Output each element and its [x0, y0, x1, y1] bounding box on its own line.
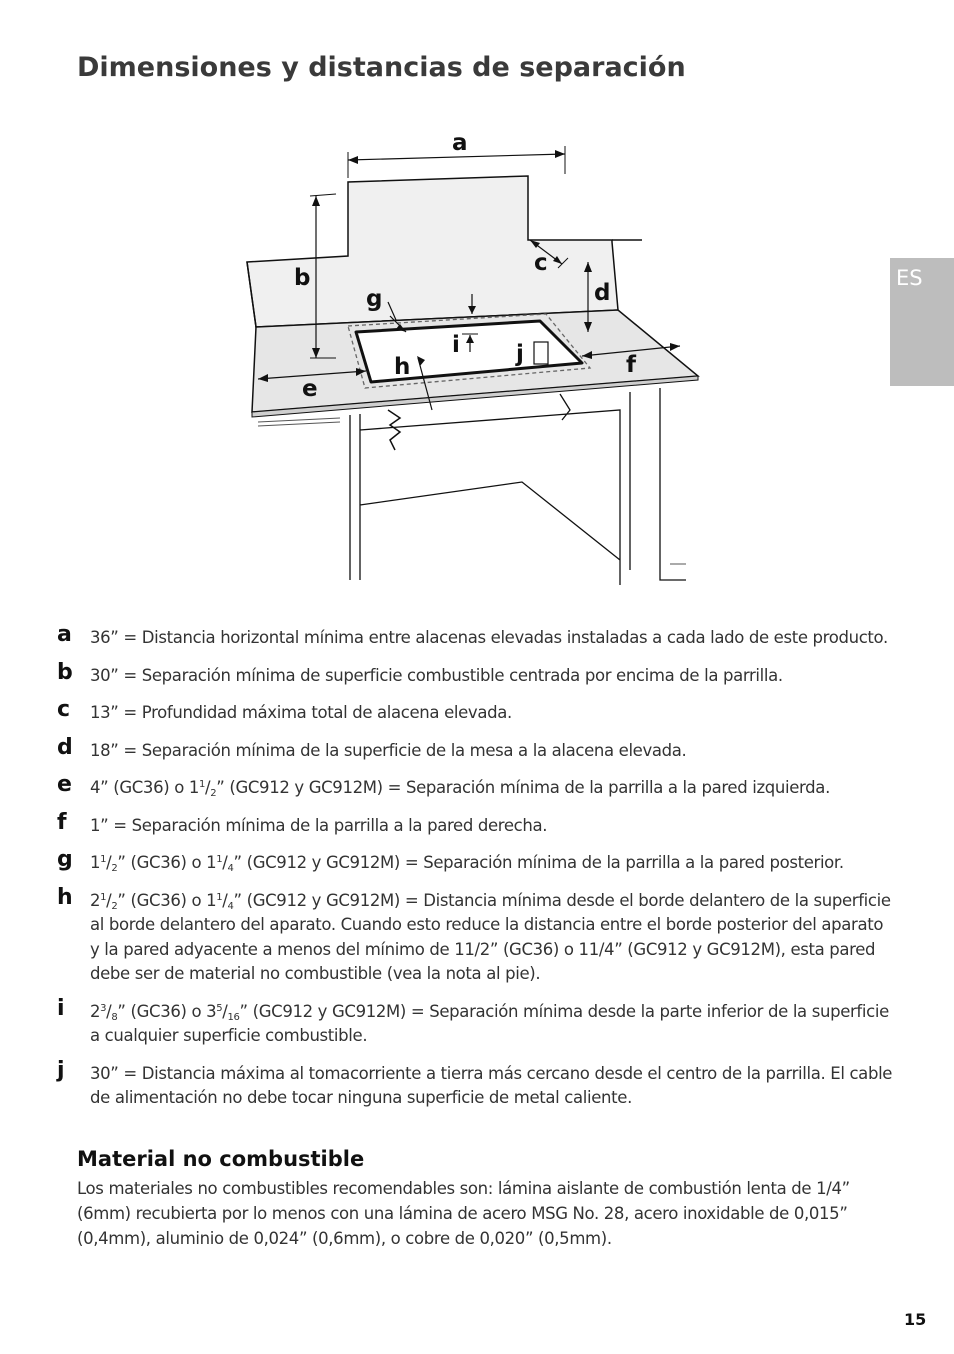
spec-text: 4” (GC36) o $1^1/_2$” (GC912 y GC912M) = Separación mínima de la parrilla a la pared izquierda. — [90, 778, 830, 799]
section-title: Material no combustible — [77, 1147, 365, 1171]
spec-letter: h — [57, 884, 73, 910]
spec-item — [57, 659, 897, 689]
spec-item — [57, 995, 897, 1049]
label-f: f — [626, 352, 637, 378]
spec-text: $1^1/_2$” (GC36) o $1^1/_4$” (GC912 y GC912M) = Separación mínima de la parrilla a la pared posterior. — [90, 853, 844, 874]
spec-text: 36” = Distancia horizontal mínima entre alacenas elevadas instaladas a cada lado de este producto. — [90, 628, 888, 647]
spec-letter: a — [57, 622, 72, 647]
spec-letter: i — [57, 995, 65, 1021]
label-j: j — [516, 341, 524, 367]
spec-text: 18” = Separación mínima de la superficie de la mesa a la alacena elevada. — [90, 740, 687, 760]
wall-outline — [247, 176, 618, 327]
spec-item — [57, 697, 897, 726]
label-b: b — [294, 265, 311, 291]
label-c: c — [534, 250, 548, 276]
spec-letter: e — [57, 772, 72, 797]
spec-letter: b — [57, 659, 73, 685]
label-i: i — [452, 332, 460, 358]
spec-item — [57, 809, 897, 839]
page-number: 15 — [904, 1310, 927, 1329]
page-title: Dimensiones y distancias de separación — [77, 52, 686, 83]
spec-text: 13” = Profundidad máxima total de alacena elevada. — [90, 703, 512, 722]
spec-text: $2^1/_2$” (GC36) o $1^1/_4$” (GC912 y GC912M) = Distancia mínima desde el borde delantero de la superficie al borde delantero del aparato. Cuando esto reduce la distancia entre el borde posterior del aparato y la pared adyacente a menos del mínimo de 11/2” (GC36) o 11/4” (GC912 y GC912M), esta pared debe ser de material no combustible (vea la nota al pie). — [90, 890, 891, 983]
spec-letter: g — [57, 847, 73, 872]
label-a: a — [452, 130, 468, 156]
spec-text: 30” = Separación mínima de superficie combustible centrada por encima de la parrilla. — [90, 665, 783, 685]
spec-text: $2^3/_8$” (GC36) o $3^5/_{16}$” (GC912 y GC912M) = Separación mínima desde la parte inferior de la superficie a cualquier superficie combustible. — [90, 1001, 889, 1045]
spec-item — [57, 847, 897, 876]
spec-item — [57, 734, 897, 764]
spec-item — [57, 1057, 897, 1111]
label-g: g — [366, 286, 383, 312]
label-e: e — [302, 376, 318, 402]
section-body: Los materiales no combustibles recomendables son: lámina aislante de combustión lenta de 1/4” (6mm) recubierta por lo menos con una lámina de acero MSG No. 28, acero inoxidable de 0,015” (0,4mm), aluminio de 0,024” (0,6mm), o cobre de 0,020” (0,5mm). — [77, 1179, 850, 1248]
label-d: d — [594, 280, 611, 306]
spec-item — [57, 884, 897, 987]
label-h: h — [394, 354, 411, 380]
language-tab-label: ES — [896, 266, 923, 290]
spec-letter: j — [57, 1057, 65, 1083]
spec-letter: c — [57, 697, 70, 722]
language-tab — [890, 258, 954, 386]
outlet-icon — [534, 342, 548, 364]
spec-text: 1” = Separación mínima de la parrilla a la pared derecha. — [90, 815, 548, 835]
installation-diagram — [240, 130, 700, 590]
spec-text: 30” = Distancia máxima al tomacorriente a tierra más cercano desde el centro de la parrilla. El cable de alimentación no debe tocar ninguna superficie de metal caliente. — [90, 1063, 893, 1107]
spec-letter: f — [57, 809, 67, 835]
spec-letter: d — [57, 734, 73, 760]
spec-item — [57, 622, 897, 651]
dimension-spec-list — [57, 622, 897, 1124]
spec-item — [57, 772, 897, 801]
